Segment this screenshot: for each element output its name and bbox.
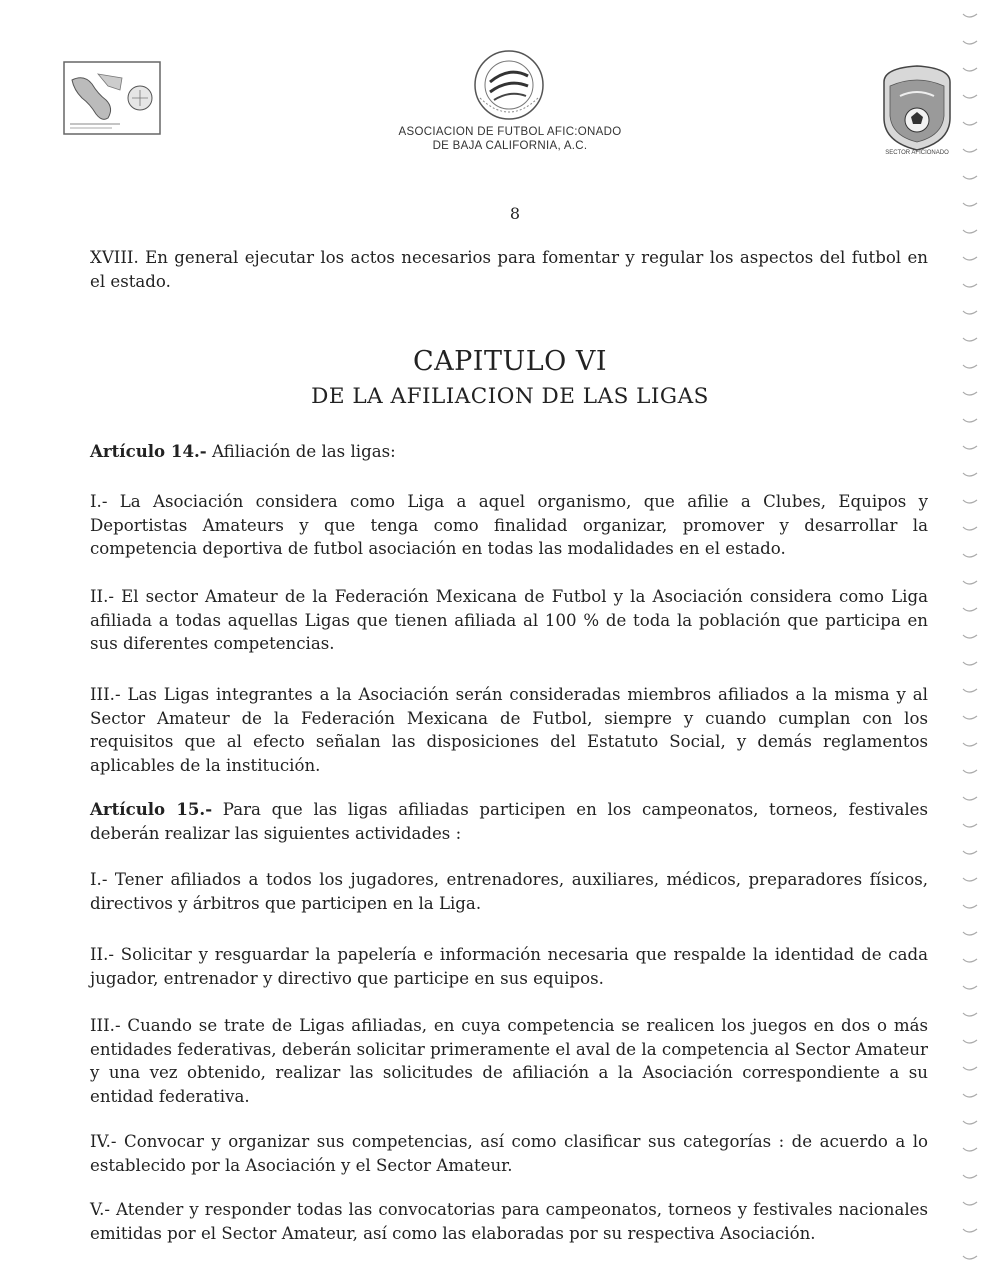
item-text: Las Ligas integrantes a la Asociación serán consideradas miembros afiliados a la misma y al Sector Amateur de la Federación Mexicana de Futbol, siempre y cuando cumplan con los requisitos que al efecto señalan las disposiciones del Estatuto Social, y demás reglamentos aplicables de la institución.	[90, 685, 928, 775]
binding-tick	[963, 797, 977, 800]
article-14-text: Afiliación de las ligas:	[206, 442, 396, 461]
binding-tick	[963, 1067, 977, 1070]
binding-tick	[963, 770, 977, 773]
binding-tick	[963, 392, 977, 395]
item-text: Convocar y organizar sus competencias, así como clasificar sus categorías : de acuerdo a lo establecido por la Asociación y el Sector Amateur.	[90, 1132, 928, 1175]
item-label: III.-	[90, 1016, 121, 1035]
binding-tick	[963, 743, 977, 746]
binding-tick	[963, 230, 977, 233]
fa-logo-icon	[472, 48, 546, 122]
binding-tick	[963, 203, 977, 206]
item-text: La Asociación considera como Liga a aquel organismo, que afilie a Clubes, Equipos y Deportistas Amateurs y que tenga como finalidad organizar, promover y desarrollar la competencia deportiva de futbol asociación en todas las modalidades en el estado.	[90, 492, 928, 558]
article-15-label: Artículo 15.-	[90, 799, 213, 819]
binding-tick	[963, 365, 977, 368]
item-text: El sector Amateur de la Federación Mexicana de Futbol y la Asociación considera como Liga afiliada a todas aquellas Ligas que tienen afiliada al 100 % de toda la población que participa en sus diferentes competencias.	[90, 587, 928, 653]
binding-tick	[963, 824, 977, 827]
item-label: IV.-	[90, 1132, 117, 1151]
binding-tick	[963, 1175, 977, 1178]
binding-tick	[963, 905, 977, 908]
binding-tick	[963, 419, 977, 422]
item-label: V.-	[90, 1200, 110, 1219]
binding-tick	[963, 1094, 977, 1097]
binding-tick	[963, 1013, 977, 1016]
binding-tick	[963, 446, 977, 449]
chapter-subtitle: DE LA AFILIACION DE LAS LIGAS	[311, 384, 709, 409]
association-name-line2: DE BAJA CALIFORNIA, A.C.	[432, 140, 588, 152]
article-14-item-3	[90, 683, 928, 777]
map-logo-icon	[62, 60, 162, 136]
article-15-item-1	[90, 868, 928, 915]
binding-tick	[963, 1148, 977, 1151]
article-14-label: Artículo 14.-	[90, 441, 207, 461]
article-15-heading	[90, 798, 928, 845]
binding-tick	[963, 932, 977, 935]
binding-tick	[963, 662, 977, 665]
article-14-item-2	[90, 585, 928, 656]
binding-tick	[963, 1229, 977, 1232]
binding-tick	[963, 635, 977, 638]
article-15-text: Para que las ligas afiliadas participen en los campeonatos, torneos, festivales deberán realizar las siguientes actividades :	[90, 800, 928, 843]
binding-tick	[963, 68, 977, 71]
binding-tick	[963, 959, 977, 962]
binding-tick	[963, 608, 977, 611]
association-name-line1: ASOCIACION DE FUTBOL AFIC:ONADO	[398, 126, 622, 138]
binding-tick	[963, 986, 977, 989]
binding-marks	[955, 0, 985, 1280]
binding-tick	[963, 851, 977, 854]
paragraph-xviii-text: XVIII. En general ejecutar los actos necesarios para fomentar y regular los aspectos del futbol en el estado.	[90, 248, 928, 291]
item-label: I.-	[90, 870, 108, 889]
paragraph-xviii	[90, 246, 928, 293]
binding-tick	[963, 581, 977, 584]
article-15-item-3	[90, 1014, 928, 1108]
binding-tick	[963, 1040, 977, 1043]
binding-tick	[963, 41, 977, 44]
sector-aficionado-caption: SECTOR AFICIONADO	[885, 150, 949, 156]
binding-tick	[963, 716, 977, 719]
binding-tick	[963, 527, 977, 530]
binding-tick	[963, 1202, 977, 1205]
binding-tick	[963, 1256, 977, 1259]
binding-tick	[963, 473, 977, 476]
item-text: Cuando se trate de Ligas afiliadas, en cuya competencia se realicen los juegos en dos o más entidades federativas, deberán solicitar primeramente el aval de la competencia al Sector Amateur y una vez obtenido, realizar las solicitudes de afiliación a la Asociación correspondiente a su entidad federativa.	[90, 1016, 928, 1106]
item-label: II.-	[90, 587, 114, 606]
binding-tick	[963, 149, 977, 152]
item-text: Atender y responder todas las convocatorias para campeonatos, torneos y festivales nacionales emitidas por el Sector Amateur, así como las elaboradas por su respectiva Asociación.	[90, 1200, 928, 1243]
item-text: Tener afiliados a todos los jugadores, entrenadores, auxiliares, médicos, preparadores físicos, directivos y árbitros que participen en la Liga.	[90, 870, 928, 913]
article-15-item-2	[90, 943, 928, 990]
article-15-item-4	[90, 1130, 928, 1177]
binding-tick	[963, 338, 977, 341]
binding-tick	[963, 500, 977, 503]
article-14-item-1	[90, 490, 928, 561]
article-14-heading	[90, 440, 928, 464]
binding-tick	[963, 689, 977, 692]
binding-tick	[963, 95, 977, 98]
item-text: Solicitar y resguardar la papelería e información necesaria que respalde la identidad de cada jugador, entrenador y directivo que participe en sus equipos.	[90, 945, 928, 988]
binding-tick	[963, 257, 977, 260]
item-label: I.-	[90, 492, 108, 511]
binding-tick	[963, 311, 977, 314]
binding-tick	[963, 1121, 977, 1124]
binding-tick	[963, 554, 977, 557]
binding-tick	[963, 122, 977, 125]
binding-tick	[963, 878, 977, 881]
mexico-crest-icon	[878, 62, 956, 156]
binding-tick	[963, 14, 977, 17]
binding-tick	[963, 176, 977, 179]
article-15-item-5	[90, 1198, 928, 1245]
item-label: II.-	[90, 945, 114, 964]
chapter-title: CAPITULO VI	[412, 346, 608, 377]
page-number: 8	[509, 204, 521, 223]
binding-tick	[963, 284, 977, 287]
item-label: III.-	[90, 685, 121, 704]
